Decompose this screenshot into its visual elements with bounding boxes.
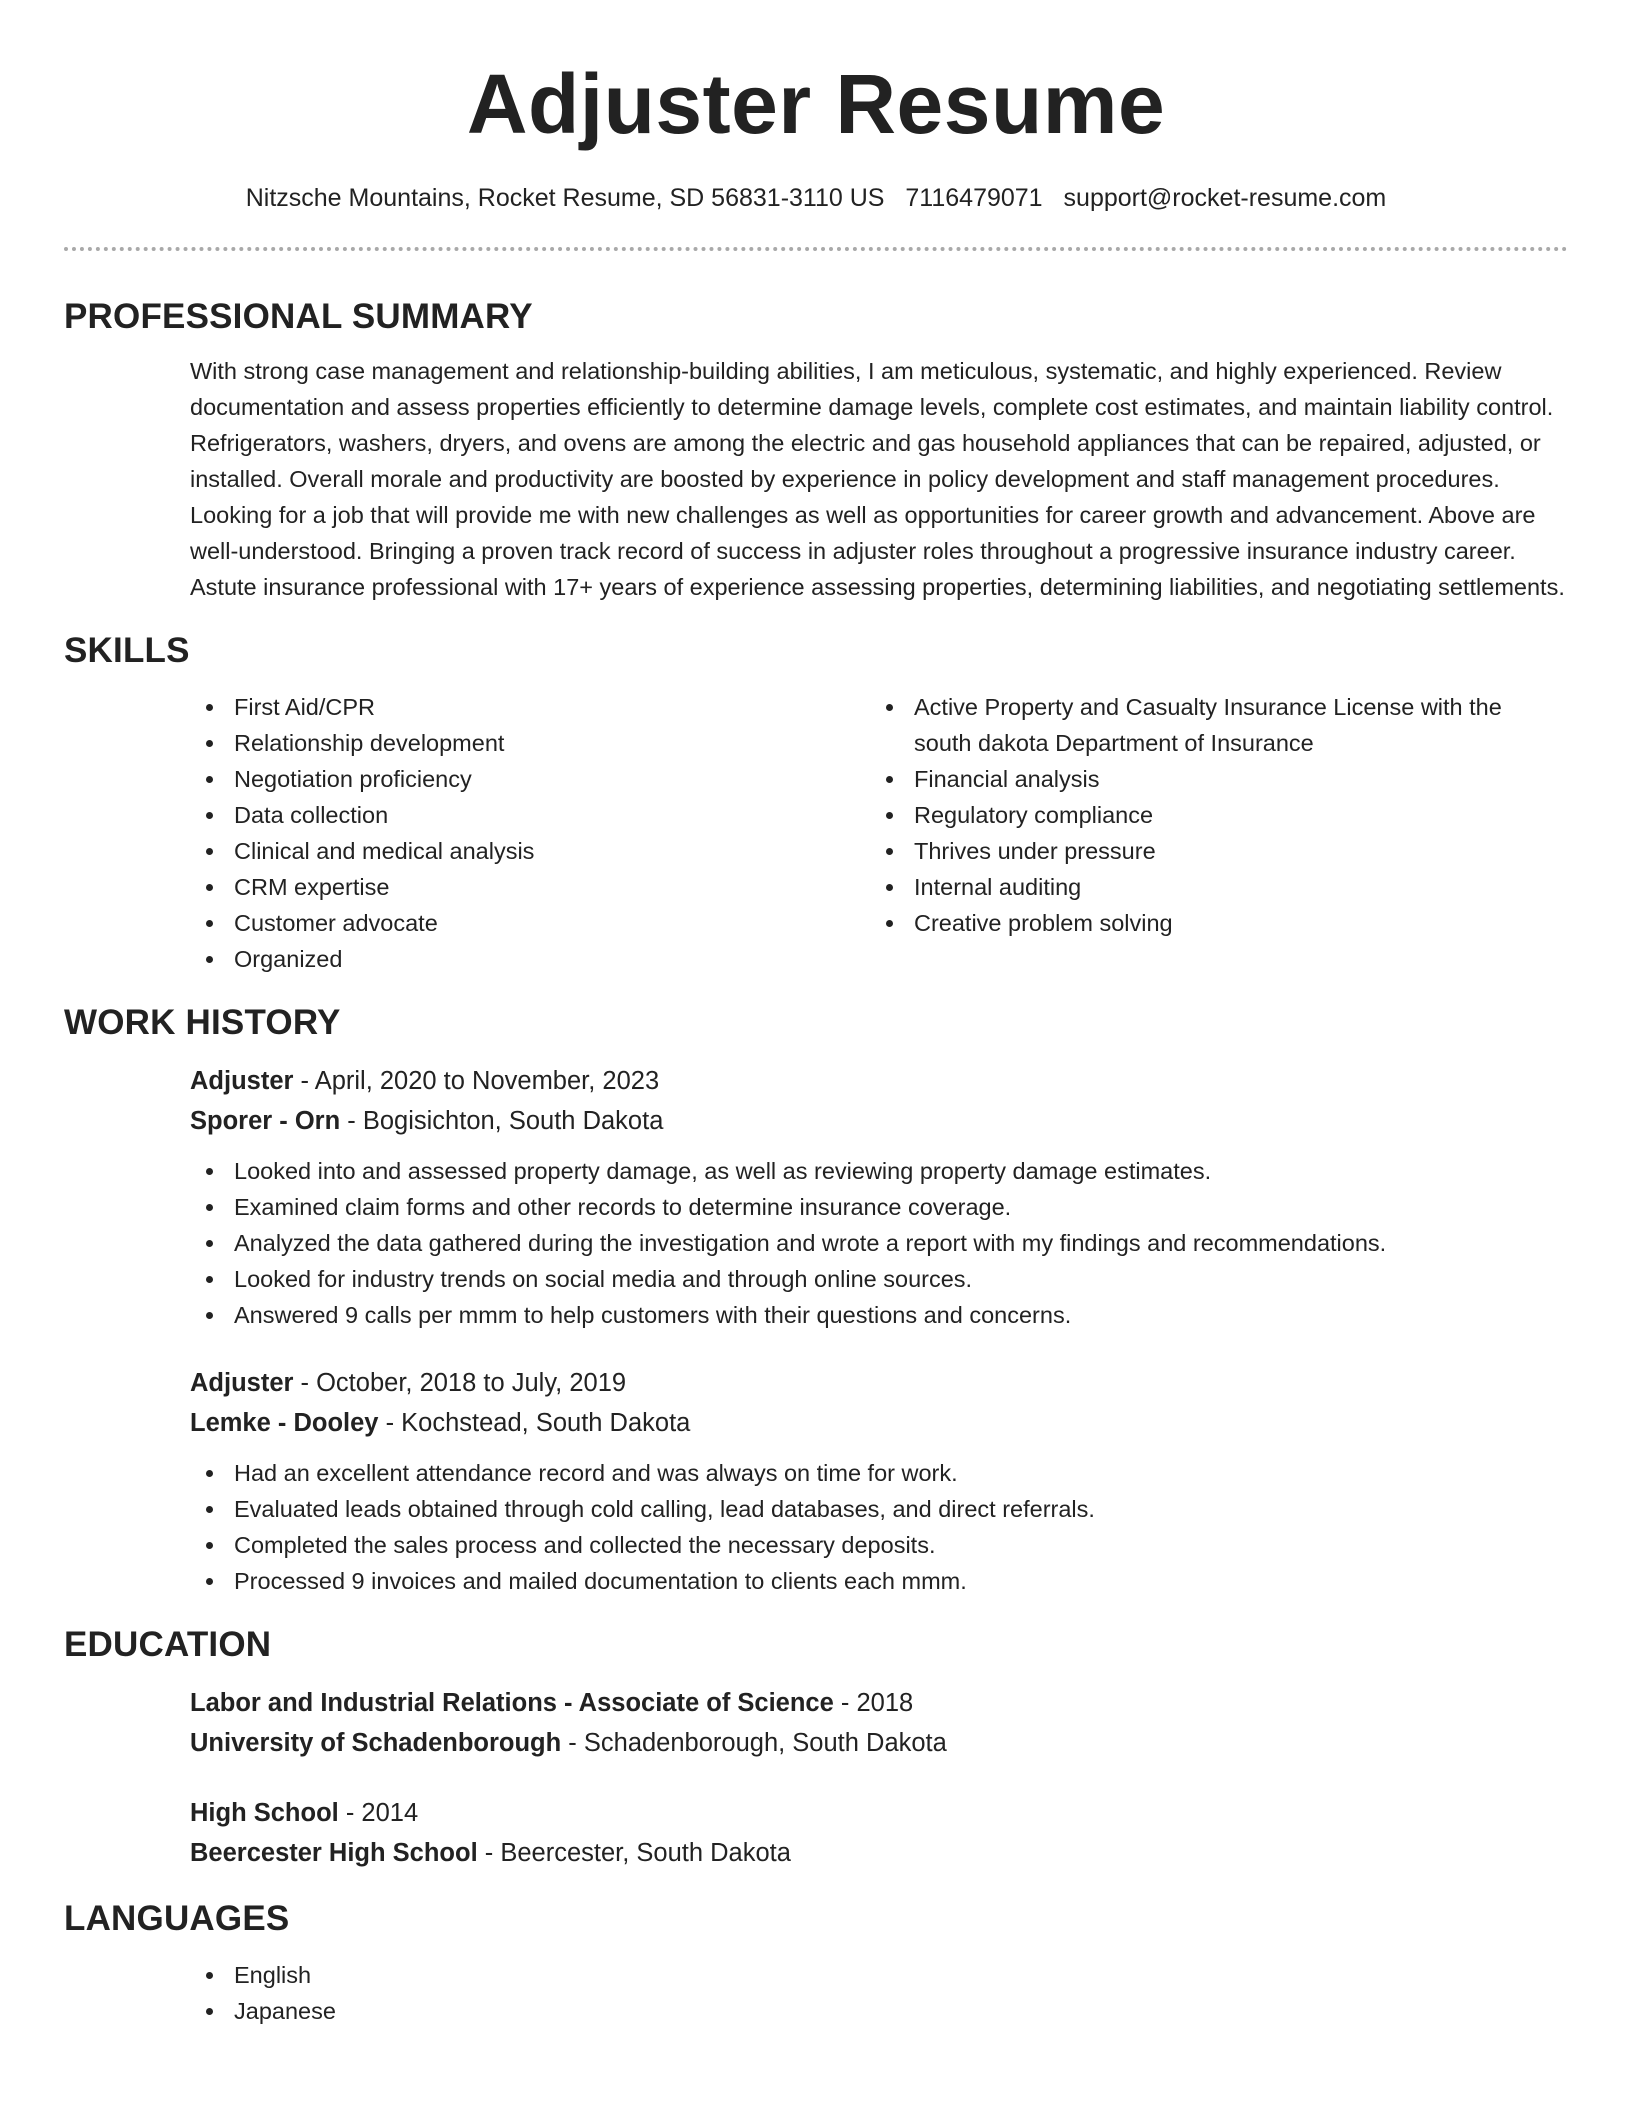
job-title-line	[190, 1061, 1568, 1101]
education-school: Beercester High School	[190, 1839, 478, 1867]
education-degree: Labor and Industrial Relations - Associate of Science	[190, 1689, 834, 1717]
job-duty: Examined claim forms and other records to determine insurance coverage.	[190, 1189, 1568, 1225]
education-year: - 2014	[338, 1799, 419, 1827]
job-dates: - April, 2020 to November, 2023	[293, 1067, 660, 1095]
job-duties	[190, 1153, 1568, 1333]
job-duty: Looked into and assessed property damage, as well as reviewing property damage estimates.	[190, 1153, 1568, 1189]
job-duty: Looked for industry trends on social media and through online sources.	[190, 1261, 1568, 1297]
education-entry	[190, 1683, 1568, 1763]
job-duty: Completed the sales process and collected the necessary deposits.	[190, 1527, 1568, 1563]
skill-item: Creative problem solving	[870, 905, 1550, 941]
job-duty: Analyzed the data gathered during the investigation and wrote a report with my findings and recommendations.	[190, 1225, 1568, 1261]
job-dates: - October, 2018 to July, 2019	[293, 1369, 627, 1397]
job-duty: Evaluated leads obtained through cold calling, lead databases, and direct referrals.	[190, 1491, 1568, 1527]
language-item: English	[190, 1957, 1568, 1993]
skill-item: Organized	[190, 941, 870, 977]
education-location: - Schadenborough, South Dakota	[561, 1729, 947, 1757]
work-section	[64, 1061, 1568, 1599]
skill-item: Internal auditing	[870, 869, 1550, 905]
languages-list	[190, 1957, 1568, 2029]
education-school: University of Schadenborough	[190, 1729, 562, 1757]
education-entry	[190, 1793, 1568, 1873]
skills-section	[64, 689, 1568, 977]
contact-phone: 7116479071	[905, 184, 1043, 212]
skill-item: Customer advocate	[190, 905, 870, 941]
skill-item: Financial analysis	[870, 761, 1550, 797]
contact-email: support@rocket-resume.com	[1063, 184, 1387, 212]
skill-item: Regulatory compliance	[870, 797, 1550, 833]
job-company: Lemke - Dooley	[190, 1409, 379, 1437]
contact-line	[64, 181, 1568, 215]
contact-address: Nitzsche Mountains, Rocket Resume, SD 56831-3110 US	[245, 184, 885, 212]
job-entry	[190, 1363, 1568, 1599]
language-item: Japanese	[190, 1993, 1568, 2029]
job-role: Adjuster	[190, 1369, 294, 1397]
job-company-line	[190, 1101, 1568, 1141]
education-year: - 2018	[833, 1689, 914, 1717]
education-heading: EDUCATION	[64, 1625, 272, 1664]
job-duty: Answered 9 calls per mmm to help customers with their questions and concerns.	[190, 1297, 1568, 1333]
job-company: Sporer - Orn	[190, 1107, 341, 1135]
education-location: - Beercester, South Dakota	[477, 1839, 791, 1867]
skill-item: CRM expertise	[190, 869, 870, 905]
job-location: - Kochstead, South Dakota	[378, 1409, 691, 1437]
skill-item: First Aid/CPR	[190, 689, 870, 725]
job-company-line	[190, 1403, 1568, 1443]
summary-heading: PROFESSIONAL SUMMARY	[64, 297, 533, 336]
languages-heading: LANGUAGES	[64, 1899, 290, 1938]
header-divider	[64, 247, 1568, 251]
skill-item: Negotiation proficiency	[190, 761, 870, 797]
job-duty: Processed 9 invoices and mailed documentation to clients each mmm.	[190, 1563, 1568, 1599]
skills-heading: SKILLS	[64, 631, 190, 670]
job-location: - Bogisichton, South Dakota	[340, 1107, 664, 1135]
job-title-line	[190, 1363, 1568, 1403]
skill-item: Clinical and medical analysis	[190, 833, 870, 869]
education-degree: High School	[190, 1799, 339, 1827]
skill-item: Data collection	[190, 797, 870, 833]
job-duty: Had an excellent attendance record and was always on time for work.	[190, 1455, 1568, 1491]
skill-item: Thrives under pressure	[870, 833, 1550, 869]
skills-left-column	[190, 689, 870, 977]
education-degree-line	[190, 1793, 1568, 1833]
resume-title: Adjuster Resume	[466, 57, 1166, 151]
education-school-line	[190, 1833, 1568, 1873]
education-degree-line	[190, 1683, 1568, 1723]
skills-grid	[190, 689, 1568, 977]
skill-item: Relationship development	[190, 725, 870, 761]
education-section	[64, 1683, 1568, 1873]
job-role: Adjuster	[190, 1067, 294, 1095]
languages-section	[64, 1957, 1568, 2029]
skill-item: Active Property and Casualty Insurance License with the south dakota Department of Insurance	[870, 689, 1550, 761]
education-school-line	[190, 1723, 1568, 1763]
summary-section	[64, 353, 1568, 605]
skills-right-column	[870, 689, 1550, 977]
job-entry	[190, 1061, 1568, 1333]
work-heading: WORK HISTORY	[64, 1003, 341, 1042]
summary-text: With strong case management and relationship-building abilities, I am meticulous, systematic, and highly experienced. Review documentation and assess properties efficiently to determine damage levels, complete cost estimates, and maintain liability control. Refrigerators, washers, dryers, and ovens are among the electric and gas household appliances that can be repaired, adjusted, or installed. Overall morale and productivity are boosted by experience in policy development and staff management procedures. Looking for a job that will provide me with new challenges as well as opportunities for career growth and advancement. Above are well-understood. Bringing a proven track record of success in adjuster roles throughout a progressive insurance industry career. Astute insurance professional with 17+ years of experience assessing properties, determining liabilities, and negotiating settlements.	[190, 358, 1565, 600]
job-duties	[190, 1455, 1568, 1599]
